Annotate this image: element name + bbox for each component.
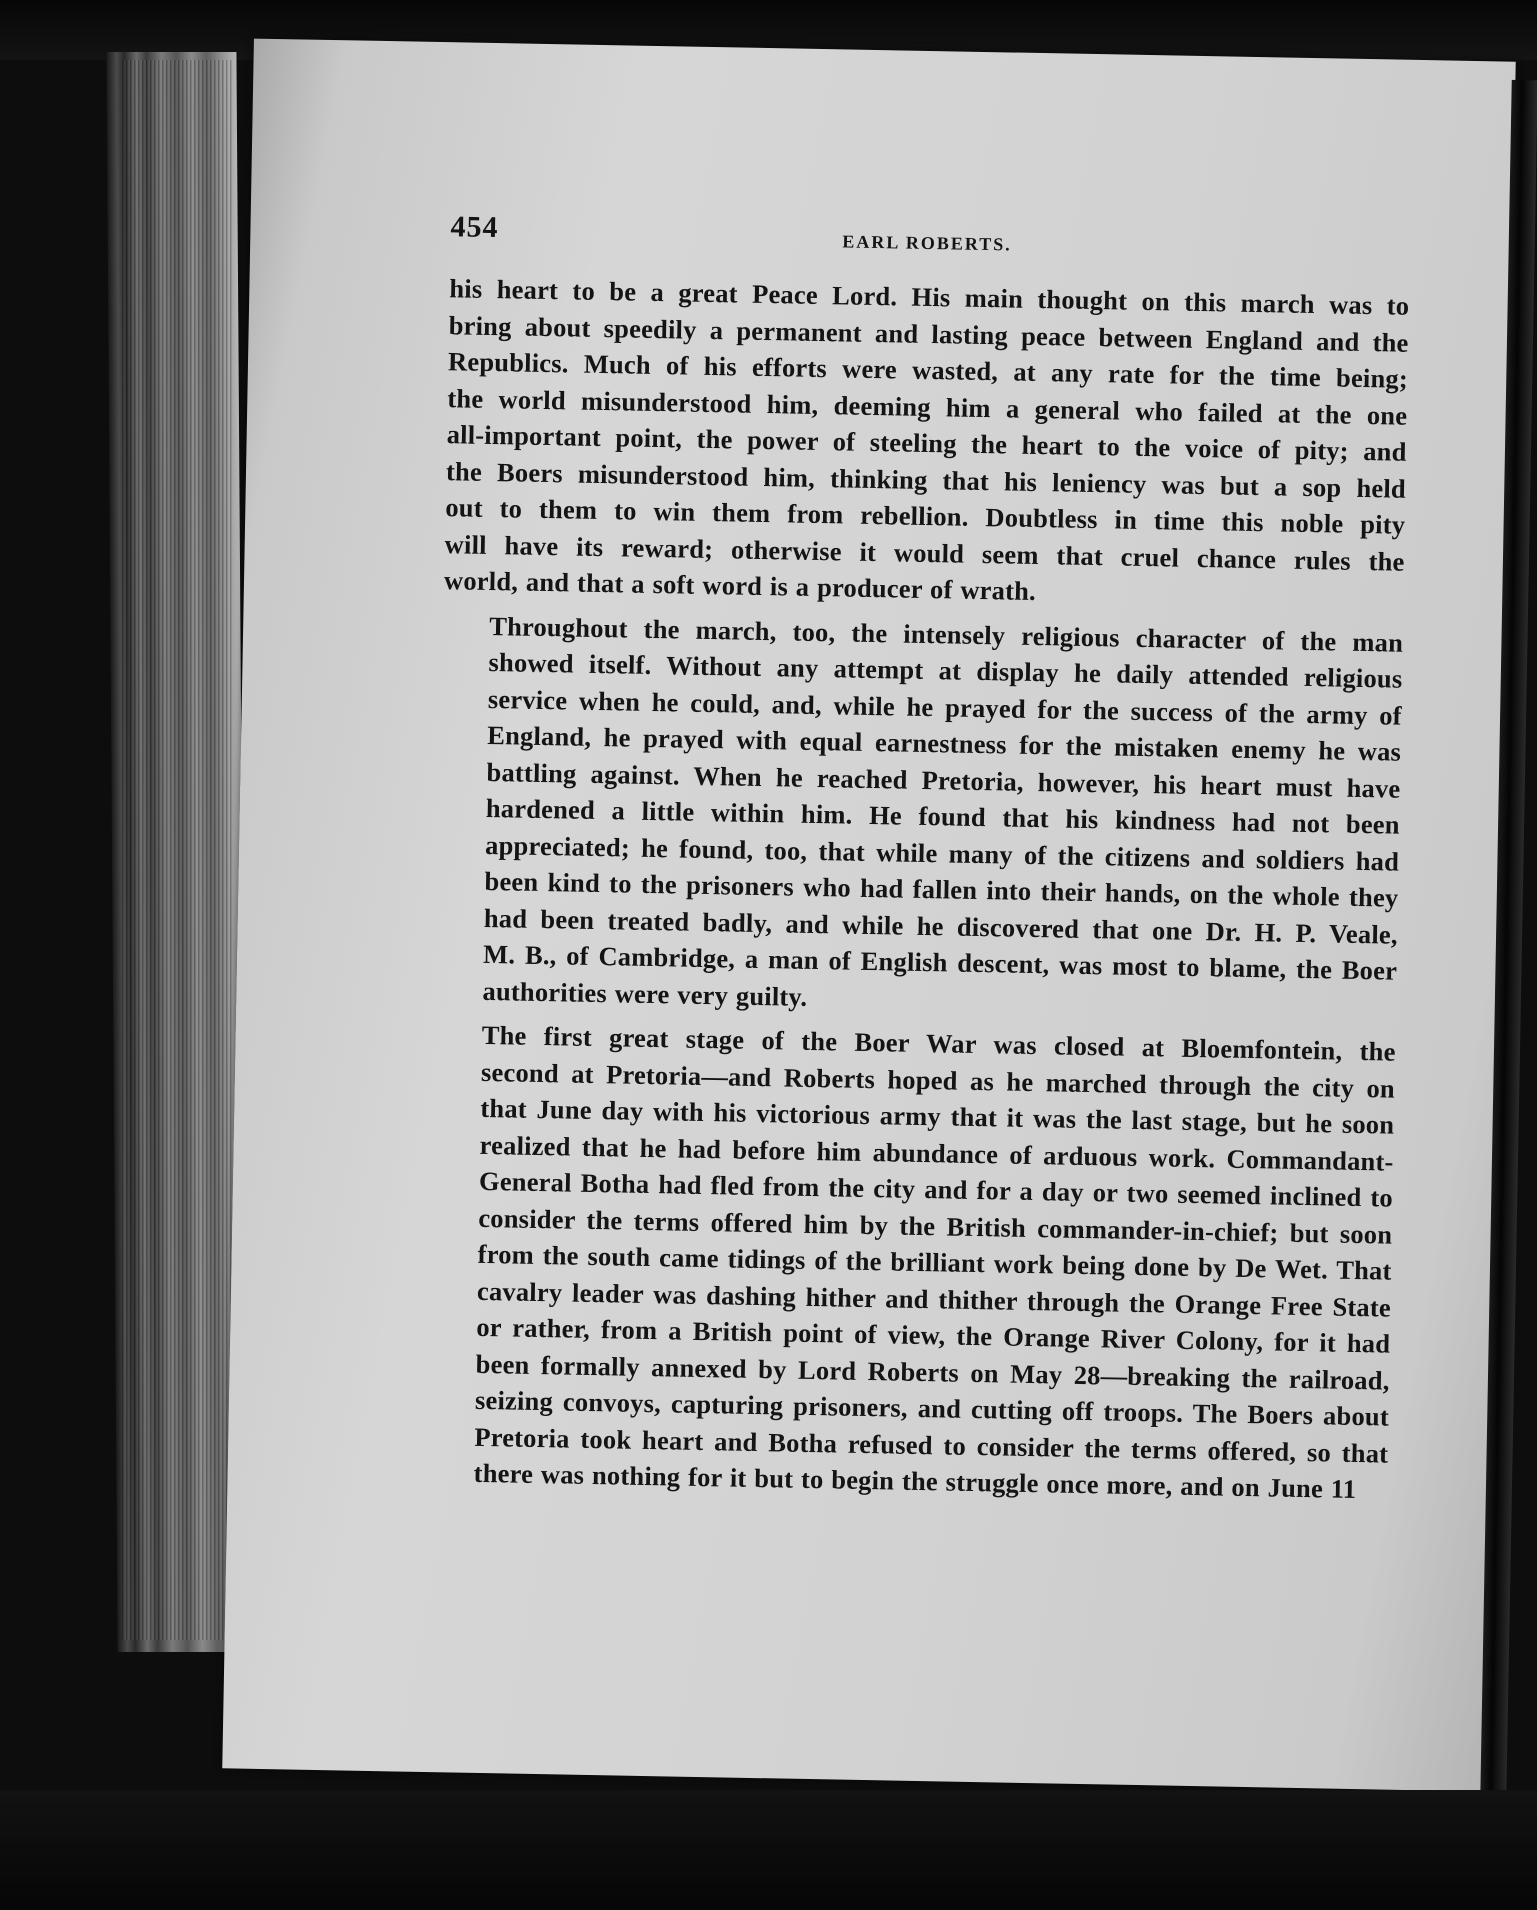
- text-line: there was nothing for it but to begin the struggle once more, and on June 11: [473, 1457, 1357, 1505]
- text-line: cavalry leader was dashing hither and thither through the Orange Free State: [476, 1275, 1392, 1323]
- text-block: [427, 210, 1410, 1516]
- text-line: service when he could, and, while he prayed for the success of the army of: [487, 683, 1403, 731]
- text-line: world, and that a soft word is a producer of wrath.: [443, 565, 1037, 607]
- text-line: M. B., of Cambridge, a man of English descent, was most to blame, the Boer: [482, 938, 1398, 986]
- paragraph: [427, 1016, 1396, 1508]
- text-line: out to them to win them from rebellion. Doubtless in time this noble pity: [445, 492, 1406, 540]
- text-line: appreciated; he found, too, that while many of the citizens and soldiers had: [484, 829, 1400, 877]
- running-head: EARL ROBERTS.: [842, 231, 1012, 255]
- text-line: been kind to the prisoners who had fallen into their hands, on the whole they: [484, 865, 1399, 913]
- text-line: been formally annexed by Lord Roberts on May 28—breaking the railroad,: [475, 1348, 1390, 1396]
- text-line: will have its reward; otherwise it would seem that cruel chance rules the: [444, 528, 1405, 577]
- text-line: consider the terms offered him by the British commander-in-chief; but soon: [478, 1202, 1393, 1250]
- text-line: England, he prayed with equal earnestness for the mistaken enemy he was: [486, 719, 1402, 767]
- text-line: from the south came tidings of the brilliant work being done by De Wet. That: [477, 1238, 1392, 1286]
- text-line: seizing convoys, capturing prisoners, and cutting off troops. The Boers about: [474, 1384, 1390, 1432]
- text-line: the Boers misunderstood him, thinking that his leniency was but a sop held: [445, 455, 1407, 504]
- text-line: bring about speedily a permanent and lasting peace between England and the: [448, 309, 1409, 358]
- body-text: [427, 270, 1409, 1508]
- text-line: second at Pretoria—and Roberts hoped as he marched through the city on: [480, 1056, 1396, 1104]
- text-line: Republics. Much of his efforts were wasted, at any rate for the time being;: [447, 346, 1409, 394]
- text-line: hardened a little within him. He found that his kindness had not been: [485, 792, 1401, 840]
- text-line: or rather, from a British point of view, the Orange River Colony, for it had: [476, 1311, 1391, 1359]
- text-line: realized that he had before him abundance of arduous work. Commandant-: [479, 1129, 1394, 1177]
- paragraph: [436, 607, 1403, 1026]
- text-line: Throughout the march, too, the intensely religious character of the man: [488, 610, 1404, 658]
- page-number: 454: [450, 210, 499, 245]
- paragraph: [444, 270, 1410, 616]
- text-line: General Botha had fled from the city and for a day or two seemed inclined to: [478, 1165, 1394, 1213]
- text-line: that June day with his victorious army that it was the last stage, but he soon: [480, 1092, 1395, 1140]
- text-line: his heart to be a great Peace Lord. His main thought on this march was to: [449, 273, 1410, 321]
- text-line: all-important point, the power of steeling the heart to the voice of pity; and: [446, 419, 1407, 467]
- text-line: The first great stage of the Boer War was closed at Bloemfontein, the: [481, 1019, 1396, 1067]
- text-line: authorities were very guilty.: [482, 975, 808, 1012]
- text-line: Pretoria took heart and Botha refused to consider the terms offered, so that: [474, 1421, 1389, 1469]
- text-line: had been treated badly, and while he discovered that one Dr. H. P. Veale,: [483, 902, 1399, 950]
- text-line: battling against. When he reached Pretoria, however, his heart must have: [486, 756, 1401, 804]
- text-line: the world misunderstood him, deeming him a general who failed at the one: [447, 382, 1408, 431]
- film-border-bottom: [0, 1790, 1537, 1910]
- text-line: showed itself. Without any attempt at display he daily attended religious: [488, 646, 1403, 694]
- book-page: [222, 39, 1515, 1792]
- page-edges-texture: [122, 60, 232, 1640]
